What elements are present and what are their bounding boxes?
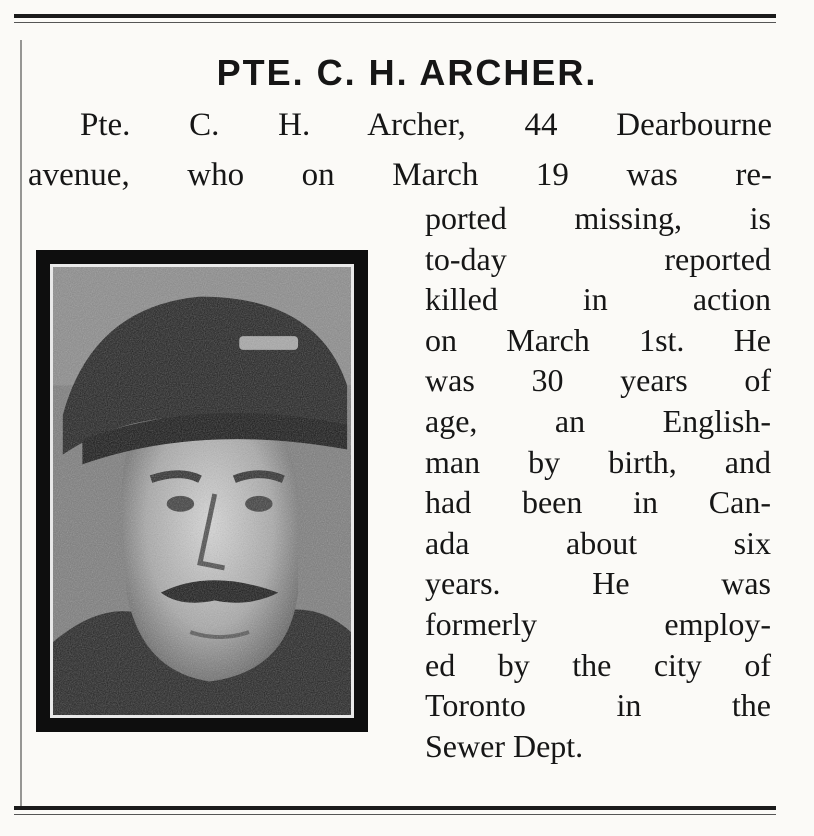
bottom-rule <box>14 806 776 810</box>
article-column-text <box>425 198 771 766</box>
bottom-rule-thin <box>14 814 776 815</box>
body-line-10: had been in Can- <box>425 484 771 521</box>
body-line-6: on March 1st. He <box>425 321 771 358</box>
body-line-12: years. He was <box>425 565 771 602</box>
body-line-15: Toronto in the <box>425 687 771 724</box>
body-line-4: to-day reported <box>425 240 771 277</box>
top-rule-thin <box>14 22 776 23</box>
portrait-photo-svg <box>53 267 351 715</box>
body-line-5: killed in action <box>425 281 771 318</box>
body-line-9: man by birth, and <box>425 443 771 480</box>
body-line-3: ported missing, is <box>425 200 771 236</box>
body-line-11: ada about six <box>425 524 771 561</box>
body-line-8: age, an English- <box>425 402 771 439</box>
body-line-13: formerly employ- <box>425 605 771 642</box>
body-line-2: avenue, who on March 19 was re- <box>28 157 772 193</box>
column-edge <box>20 40 22 810</box>
top-rule <box>14 14 776 18</box>
portrait-photo-frame <box>36 250 368 732</box>
body-line-1: Pte. C. H. Archer, 44 Dearbourne <box>80 107 772 143</box>
body-line-16: Sewer Dept. <box>425 727 584 764</box>
headline: PTE. C. H. ARCHER. <box>216 52 598 93</box>
body-line-7: was 30 years of <box>425 362 771 399</box>
body-line-14: ed by the city of <box>425 646 771 683</box>
portrait-photo-icon <box>50 264 354 718</box>
